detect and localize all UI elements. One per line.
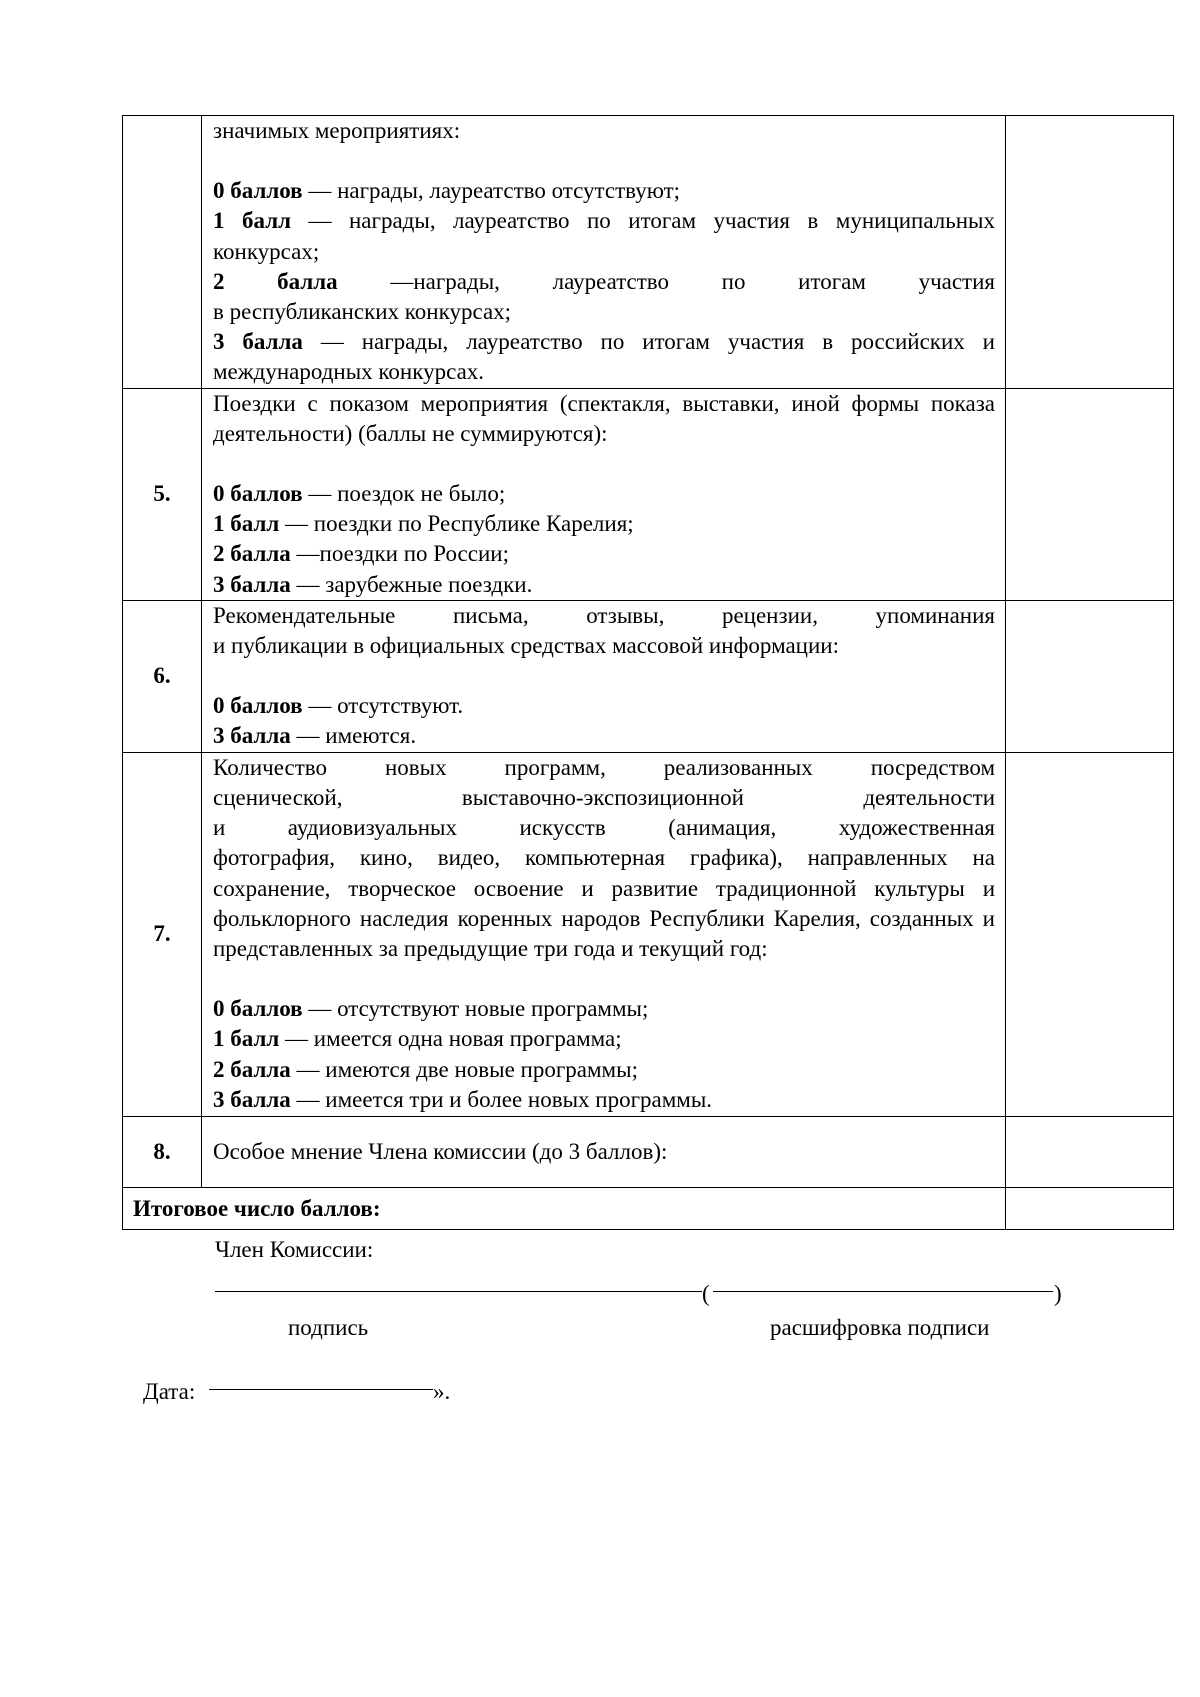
criteria-line: [213, 479, 995, 509]
criteria-line: [213, 1024, 995, 1054]
criteria-line: [213, 509, 995, 539]
criteria-text: — имеются две новые программы;: [290, 1056, 638, 1082]
total-score-cell[interactable]: [1006, 1187, 1174, 1229]
criteria-description: [202, 752, 1006, 1116]
criteria-row: [123, 388, 1174, 600]
criteria-text: и аудиовизуальных искусств (анимация, художественная: [213, 815, 995, 841]
criteria-line: [213, 297, 995, 327]
criteria-description: [202, 600, 1006, 752]
score-points: 1 балл: [213, 208, 292, 234]
criteria-line: [213, 753, 995, 783]
signature-decoding-line[interactable]: [713, 1291, 1053, 1292]
criteria-line: [213, 601, 995, 631]
score-points: 0 баллов: [213, 693, 303, 719]
criteria-description: [202, 116, 1006, 389]
criteria-text: — имеется одна новая программа;: [279, 1026, 622, 1052]
row-number: 8.: [123, 1116, 202, 1187]
score-points: 0 баллов: [213, 996, 303, 1022]
criteria-line: [213, 539, 995, 569]
criteria-line: [213, 176, 995, 206]
criteria-line: [213, 570, 995, 600]
criteria-table: [122, 115, 1174, 1230]
criteria-line: [213, 116, 995, 146]
paragraph-gap: [213, 449, 995, 479]
criteria-text: фотография, кино, видео, компьютерная графика), направленных на сохранение, творческое освоение и развитие традиционной культуры и фольклорного наследия коренных народов Республики Карелия, созданных и представленных за предыдущие три года и текущий год:: [213, 845, 995, 962]
score-cell[interactable]: [1006, 1116, 1174, 1187]
row-number: 6.: [123, 600, 202, 752]
criteria-text: — имеется три и более новых программы.: [290, 1086, 713, 1112]
criteria-text: — отсутствуют новые программы;: [302, 996, 649, 1022]
score-points: 0 баллов: [213, 178, 303, 204]
score-points: 0 баллов: [213, 481, 303, 507]
criteria-text: —поездки по России;: [290, 541, 509, 567]
criteria-text: в республиканских конкурсах;: [213, 299, 512, 325]
criteria-line: [213, 389, 995, 449]
criteria-description: [202, 1116, 1006, 1187]
criteria-text: — награды, лауреатство отсутствуют;: [302, 178, 681, 204]
criteria-row: [123, 752, 1174, 1116]
criteria-text: Рекомендательные письма, отзывы, рецензии, упоминания: [213, 602, 995, 628]
criteria-text: — имеются.: [290, 723, 417, 749]
criteria-row: [123, 1116, 1174, 1187]
criteria-line: [213, 631, 995, 661]
criteria-row: [123, 116, 1174, 389]
criteria-text: —награды, лауреатство по итогам участия: [337, 268, 995, 294]
date-suffix: ».: [433, 1379, 451, 1404]
criteria-text: и публикации в официальных средствах массовой информации:: [213, 633, 839, 659]
score-points: 3 балла: [213, 723, 291, 749]
row-number: 7.: [123, 752, 202, 1116]
signature-caption: подпись: [288, 1315, 369, 1340]
criteria-line: [213, 994, 995, 1024]
criteria-line: [213, 783, 995, 813]
criteria-table-body: [123, 116, 1174, 1188]
criteria-text: значимых мероприятиях:: [213, 118, 461, 143]
total-label: Итоговое число баллов:: [123, 1187, 1006, 1229]
criteria-row: [123, 600, 1174, 752]
decoding-caption: расшифровка подписи: [770, 1315, 990, 1340]
score-points: 1 балл: [213, 1026, 280, 1052]
score-cell[interactable]: [1006, 600, 1174, 752]
criteria-text: Особое мнение Члена комиссии (до 3 баллов):: [213, 1138, 668, 1164]
close-paren: ): [1054, 1281, 1062, 1306]
criteria-text: — отсутствуют.: [302, 693, 464, 719]
paragraph-gap: [213, 964, 995, 994]
criteria-line: [213, 327, 995, 387]
paragraph-gap: [213, 661, 995, 691]
criteria-line: [213, 1085, 995, 1115]
criteria-text: — награды, лауреатство по итогам участия в муниципальных конкурсах;: [213, 208, 996, 264]
criteria-text: Количество новых программ, реализованных посредством: [213, 754, 995, 780]
criteria-description: [202, 388, 1006, 600]
criteria-text: — поездок не было;: [302, 481, 506, 507]
criteria-line: [213, 1055, 995, 1085]
row-number: [123, 116, 202, 389]
score-points: 1 балл: [213, 511, 280, 537]
open-paren: (: [702, 1281, 710, 1306]
criteria-line: [213, 691, 995, 721]
criteria-text: — награды, лауреатство по итогам участия в российских и международных конкурсах.: [213, 329, 995, 385]
score-cell[interactable]: [1006, 116, 1174, 389]
criteria-line: [213, 206, 995, 266]
date-label: Дата:: [143, 1379, 196, 1404]
score-points: 2 балла: [213, 541, 291, 567]
criteria-line: [213, 721, 995, 751]
criteria-line: [213, 813, 995, 843]
paragraph-gap: [213, 146, 995, 176]
criteria-text: Поездки с показом мероприятия (спектакля, выставки, иной формы показа деятельности) (баллы не суммируются):: [213, 390, 995, 446]
member-label: Член Комиссии:: [215, 1237, 374, 1262]
score-points: 3 балла: [213, 571, 291, 597]
criteria-text: сценической, выставочно-экспозиционной деятельности: [213, 785, 995, 811]
criteria-line: [213, 267, 995, 297]
row-number: 5.: [123, 388, 202, 600]
score-points: 3 балла: [213, 329, 303, 355]
score-points: 2 балла: [213, 268, 338, 294]
score-cell[interactable]: [1006, 388, 1174, 600]
criteria-line: [213, 1137, 995, 1167]
score-points: 2 балла: [213, 1056, 291, 1082]
total-row: [123, 1187, 1174, 1229]
criteria-text: — зарубежные поездки.: [290, 571, 533, 597]
score-cell[interactable]: [1006, 752, 1174, 1116]
date-line[interactable]: [209, 1389, 433, 1390]
signature-line[interactable]: [215, 1291, 702, 1292]
score-points: 3 балла: [213, 1086, 291, 1112]
criteria-text: — поездки по Республике Карелия;: [279, 511, 634, 537]
criteria-line: [213, 843, 995, 964]
